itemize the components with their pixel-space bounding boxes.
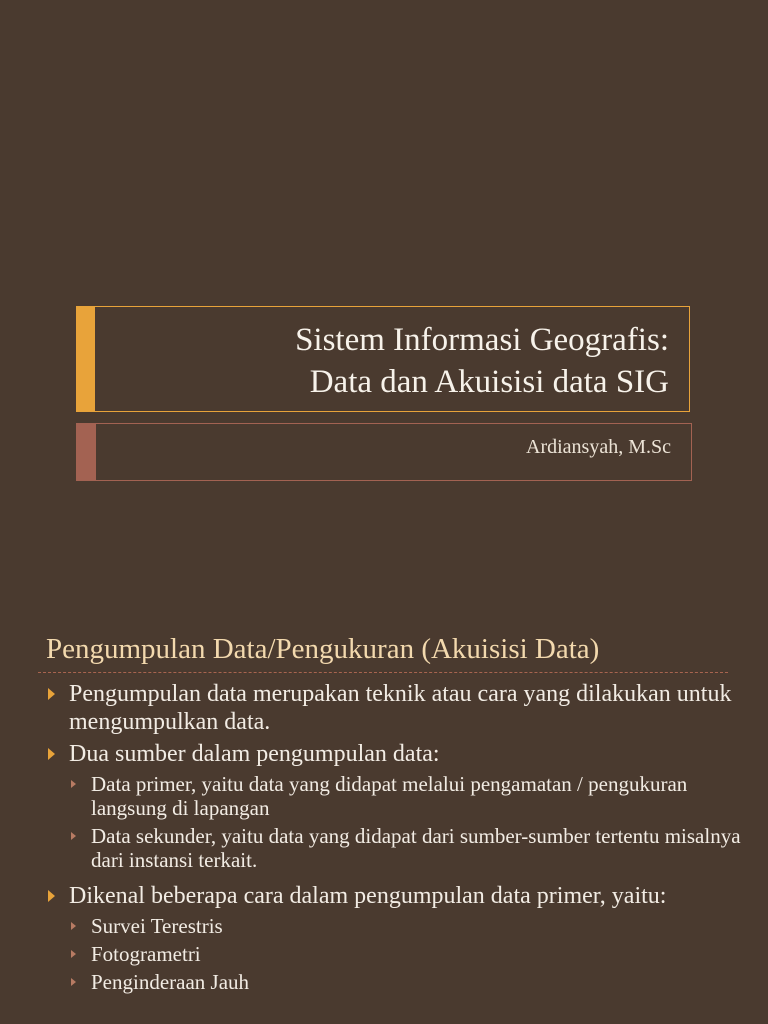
- sub-bullet-arrow-icon: [71, 922, 76, 930]
- sub-bullet-arrow-icon: [71, 978, 76, 986]
- subtitle-accent-bar: [77, 424, 96, 480]
- sub-bullet-list: [46, 772, 746, 872]
- sub-bullet-item: [46, 914, 746, 938]
- bullet-text: Dikenal beberapa cara dalam pengumpulan data primer, yaitu:: [69, 883, 667, 909]
- author-name: Ardiansyah, M.Sc: [526, 436, 671, 458]
- sub-bullet-item: [46, 824, 746, 872]
- sub-bullet-list: [46, 914, 746, 994]
- sub-bullet-item: [46, 772, 746, 820]
- bullet-text: Pengumpulan data merupakan teknik atau cara yang dilakukan untuk mengumpulkan data.: [69, 681, 732, 735]
- sub-bullet-text: Data sekunder, yaitu data yang didapat dari sumber-sumber tertentu misalnya dari instansi terkait.: [91, 824, 741, 872]
- bullet-text: Dua sumber dalam pengumpulan data:: [69, 741, 440, 767]
- sub-bullet-text: Survei Terestris: [91, 914, 223, 938]
- slide-title: [295, 319, 669, 403]
- bullet-item: [46, 882, 746, 910]
- sub-bullet-item: [46, 942, 746, 966]
- title-box: [76, 306, 690, 412]
- bullet-arrow-icon: [48, 688, 55, 700]
- sub-bullet-arrow-icon: [71, 832, 76, 840]
- heading-divider: [38, 672, 728, 673]
- bullet-list: [46, 680, 746, 998]
- subtitle-box: [76, 423, 692, 481]
- sub-bullet-text: Penginderaan Jauh: [91, 970, 250, 994]
- bullet-item: [46, 740, 746, 768]
- sub-bullet-text: Fotogrametri: [91, 942, 201, 966]
- title-line-2: Data dan Akuisisi data SIG: [309, 364, 669, 400]
- sub-bullet-text: Data primer, yaitu data yang didapat melalui pengamatan / pengukuran langsung di lapangan: [91, 772, 688, 820]
- bullet-arrow-icon: [48, 748, 55, 760]
- slide-heading: Pengumpulan Data/Pengukuran (Akuisisi Data): [46, 633, 600, 665]
- bullet-item: [46, 680, 746, 736]
- title-accent-bar: [77, 307, 95, 411]
- sub-bullet-arrow-icon: [71, 780, 76, 788]
- content-slide: [0, 600, 768, 1024]
- bullet-arrow-icon: [48, 890, 55, 902]
- title-line-1: Sistem Informasi Geografis:: [295, 322, 669, 358]
- sub-bullet-item: [46, 970, 746, 994]
- sub-bullet-arrow-icon: [71, 950, 76, 958]
